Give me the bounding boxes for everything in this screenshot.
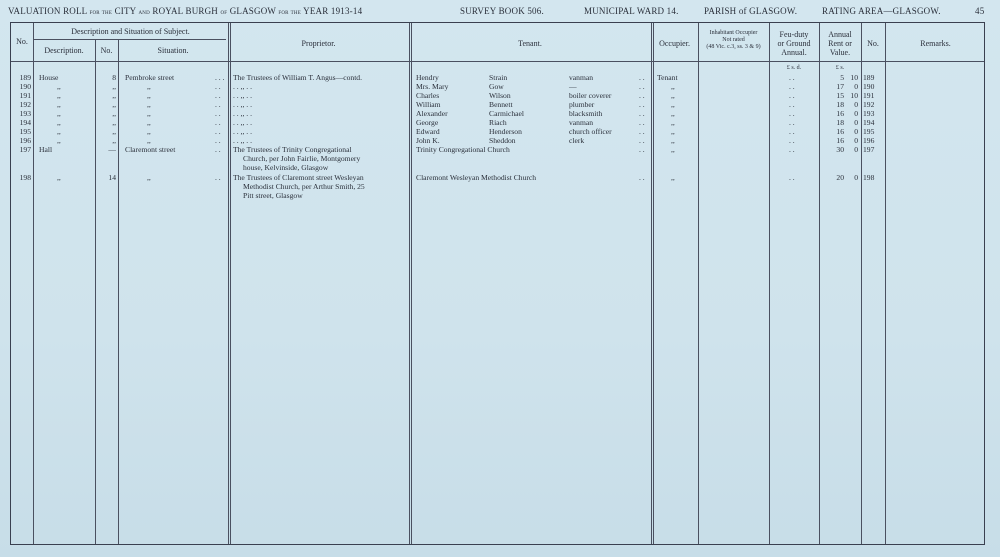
table-row xyxy=(11,109,984,118)
cell-occupier: ,, xyxy=(671,127,675,136)
cell-no3: 189 xyxy=(863,73,875,82)
cell-rent_l: 16 xyxy=(836,109,844,118)
col-tenant: Tenant. xyxy=(518,39,542,48)
cell-tdots: . . xyxy=(639,73,645,82)
roll-table xyxy=(10,22,985,545)
table-row xyxy=(11,100,984,109)
cell-prop: . . ,, . . xyxy=(233,82,252,91)
cell-sitdots: . . xyxy=(215,109,221,118)
cell-rent_l: 15 xyxy=(836,91,844,100)
cell-occupier: ,, xyxy=(671,82,675,91)
cell-rent_l: 16 xyxy=(836,136,844,145)
cell-occ: plumber xyxy=(569,100,595,109)
feu-units: £ s. d. xyxy=(786,65,802,71)
cell-tdots: . . xyxy=(639,100,645,109)
cell-last: Gow xyxy=(489,82,504,91)
cell-desc: ,, xyxy=(57,136,61,145)
cell-tdots: . . xyxy=(639,127,645,136)
cell-prop: . . ,, . . xyxy=(233,136,252,145)
cell-feu: . . xyxy=(789,73,795,82)
cell-first: John K. xyxy=(416,136,440,145)
rating-area: RATING AREA—GLASGOW. xyxy=(822,6,941,16)
cell-desc: ,, xyxy=(57,91,61,100)
cell-first: Edward xyxy=(416,127,440,136)
cell-num: ,, xyxy=(112,136,116,145)
cell-occupier: ,, xyxy=(671,91,675,100)
cell-num: 8 xyxy=(112,73,116,82)
cell-rent_s: 0 xyxy=(854,118,858,127)
cell-desc: ,, xyxy=(57,127,61,136)
cell-no: 189 xyxy=(19,73,31,82)
cell-sit: ,, xyxy=(147,91,151,100)
cell-prop: . . ,, . . xyxy=(233,127,252,136)
cell-feu: . . xyxy=(789,100,795,109)
cell-first: Hendry xyxy=(416,73,439,82)
cell-rent_l: 16 xyxy=(836,127,844,136)
col-desc-group: Description and Situation of Subject. xyxy=(71,27,190,36)
cell-prop: . . ,, . . xyxy=(233,100,252,109)
table-row xyxy=(11,82,984,91)
cell-occupier: ,, xyxy=(671,100,675,109)
col-feu-duty: Feu-duty or Ground Annual. xyxy=(777,30,811,57)
cell-rent_s: 0 xyxy=(854,136,858,145)
cell-no: 195 xyxy=(19,127,31,136)
cell-rent_l: 5 xyxy=(840,73,844,82)
cell-no3: 190 xyxy=(863,82,875,91)
cell-sitdots: . . xyxy=(215,91,221,100)
cell-rent_l: 18 xyxy=(836,118,844,127)
cell-feu: . . xyxy=(789,127,795,136)
cell-no: 190 xyxy=(19,82,31,91)
cell-prop: . . ,, . . xyxy=(233,109,252,118)
cell-feu: . . xyxy=(789,82,795,91)
page-header xyxy=(0,6,1000,20)
cell-rent_s: 0 xyxy=(854,100,858,109)
cell-rent_s: 10 xyxy=(850,73,858,82)
cell-last: Riach xyxy=(489,118,507,127)
cell-first: Charles xyxy=(416,91,440,100)
cell-occ: clerk xyxy=(569,136,585,145)
cell-desc: House xyxy=(39,73,59,82)
cell-num: ,, xyxy=(112,82,116,91)
cell-occupier: ,, xyxy=(671,136,675,145)
survey-book: SURVEY BOOK 506. xyxy=(460,6,544,16)
municipal-ward: MUNICIPAL WARD 14. xyxy=(584,6,679,16)
cell-first: Alexander xyxy=(416,109,448,118)
cell-occupier: Tenant xyxy=(657,73,678,82)
cell-num: ,, xyxy=(112,100,116,109)
cell-no: 191 xyxy=(19,91,31,100)
cell-feu: . . xyxy=(789,136,795,145)
cell-desc: ,, xyxy=(57,100,61,109)
cell-rent_l: 17 xyxy=(836,82,844,91)
col-occupier: Occupier. xyxy=(659,39,690,48)
cell-num: ,, xyxy=(112,109,116,118)
table-row xyxy=(11,91,984,100)
cell-rent_s: 0 xyxy=(854,109,858,118)
table-row-197: 197 Hall — Claremont street . . The Trustees of Trinity Congregational Church, per John Fairlie, Montgomery house, Kelvinside, Glasgow Trinity Congregational Church . . ,, . . 30 0 197 xyxy=(19,145,875,172)
cell-sit: ,, xyxy=(147,100,151,109)
cell-desc: ,, xyxy=(57,82,61,91)
cell-occupier: ,, xyxy=(671,118,675,127)
cell-occ: boiler coverer xyxy=(569,91,612,100)
cell-rent_s: 0 xyxy=(854,127,858,136)
cell-occupier: ,, xyxy=(671,109,675,118)
cell-tdots: . . xyxy=(639,136,645,145)
table-row-198: 198 ,, 14 ,, . . The Trustees of Claremont street Wesleyan Methodist Church, per Arthur Smith, 25 Pitt street, Glasgow Claremont Wesleyan Methodist Church . . ,, . . 20 0 198 xyxy=(19,173,875,200)
cell-num: ,, xyxy=(112,118,116,127)
col-situation: Situation. xyxy=(157,46,189,55)
cell-last: Wilson xyxy=(489,91,511,100)
cell-last: Strain xyxy=(489,73,508,82)
cell-tdots: . . xyxy=(639,109,645,118)
cell-sit: ,, xyxy=(147,82,151,91)
cell-rent_s: 0 xyxy=(854,82,858,91)
cell-occ: vanman xyxy=(569,73,594,82)
table-row xyxy=(11,127,984,136)
cell-sitdots: . . xyxy=(215,100,221,109)
cell-first: Mrs. Mary xyxy=(416,82,449,91)
col-remarks: Remarks. xyxy=(920,39,951,48)
cell-sitdots: . . xyxy=(215,118,221,127)
cell-prop: . . ,, . . xyxy=(233,91,252,100)
cell-desc: ,, xyxy=(57,118,61,127)
cell-occ: blacksmith xyxy=(569,109,603,118)
cell-rent_s: 10 xyxy=(850,91,858,100)
col-no2: No. xyxy=(100,46,113,55)
page-number: 45 xyxy=(975,6,985,16)
cell-prop: The Trustees of William T. Angus—contd. xyxy=(233,73,362,82)
cell-first: George xyxy=(416,118,439,127)
cell-desc: ,, xyxy=(57,109,61,118)
cell-sitdots: . . . xyxy=(215,73,225,82)
cell-sit: ,, xyxy=(147,109,151,118)
cell-feu: . . xyxy=(789,91,795,100)
cell-tdots: . . xyxy=(639,91,645,100)
cell-prop: . . ,, . . xyxy=(233,118,252,127)
col-no3: No. xyxy=(867,39,879,48)
cell-tdots: . . xyxy=(639,82,645,91)
cell-no3: 193 xyxy=(863,109,875,118)
rent-units: £ s. xyxy=(835,65,845,71)
cell-num: ,, xyxy=(112,127,116,136)
cell-rent_l: 18 xyxy=(836,100,844,109)
cell-no: 192 xyxy=(19,100,31,109)
cell-last: Henderson xyxy=(489,127,522,136)
table-row xyxy=(11,73,984,82)
cell-no: 196 xyxy=(19,136,31,145)
col-inhabitant: Inhabitant Occupier Not rated (48 Vic. c.3, ss. 3 & 9) xyxy=(706,30,761,50)
cell-no: 193 xyxy=(19,109,31,118)
col-description: Description. xyxy=(44,46,84,55)
cell-sitdots: . . xyxy=(215,127,221,136)
cell-sitdots: . . xyxy=(215,136,221,145)
parish: PARISH of GLASGOW. xyxy=(704,6,798,16)
table-row xyxy=(11,136,984,145)
cell-occ: — xyxy=(569,82,577,91)
col-no: No. xyxy=(16,37,28,46)
cell-no: 194 xyxy=(19,118,31,127)
cell-no3: 194 xyxy=(863,118,875,127)
cell-sit: ,, xyxy=(147,136,151,145)
table-row xyxy=(11,118,984,127)
cell-no3: 195 xyxy=(863,127,875,136)
cell-last: Bennett xyxy=(489,100,513,109)
cell-last: Sheddon xyxy=(489,136,516,145)
cell-sit: Pembroke street xyxy=(125,73,175,82)
cell-occ: church officer xyxy=(569,127,612,136)
cell-no3: 191 xyxy=(863,91,875,100)
col-proprietor: Proprietor. xyxy=(301,39,336,48)
col-annual-rent: Annual Rent or Value. xyxy=(828,30,852,57)
cell-occ: vanman xyxy=(569,118,594,127)
cell-sit: ,, xyxy=(147,118,151,127)
cell-sit: ,, xyxy=(147,127,151,136)
cell-num: ,, xyxy=(112,91,116,100)
cell-tdots: . . xyxy=(639,118,645,127)
cell-last: Carmichael xyxy=(489,109,524,118)
cell-feu: . . xyxy=(789,109,795,118)
header-title: VALUATION ROLL for the CITY and ROYAL BURGH of GLASGOW for the YEAR 1913-14 xyxy=(8,6,363,16)
cell-no3: 192 xyxy=(863,100,875,109)
cell-first: William xyxy=(416,100,441,109)
cell-feu: . . xyxy=(789,118,795,127)
cell-sitdots: . . xyxy=(215,82,221,91)
cell-no3: 196 xyxy=(863,136,875,145)
